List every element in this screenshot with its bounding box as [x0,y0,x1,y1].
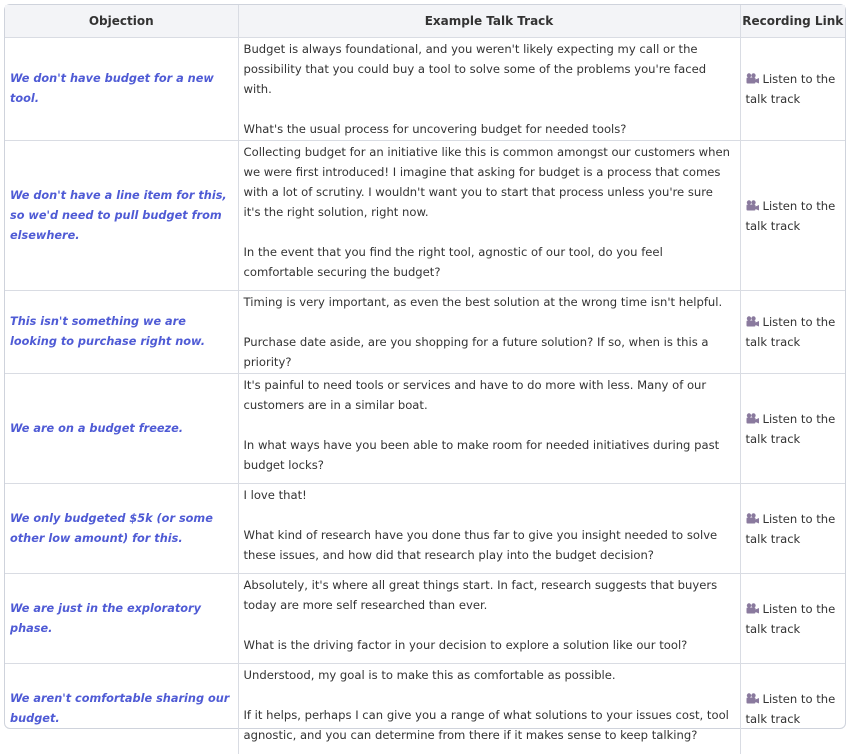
recording-link[interactable] [740,374,845,484]
table-row [5,38,845,141]
recording-link[interactable] [740,484,845,574]
talk-track-paragraph: What kind of research have you done thus far to give you insight needed to solve these issues, and how did that research play into the budget decision? [243,528,718,562]
talk-track-paragraph: Collecting budget for an initiative like this is common amongst our customers when we were first introduced! I imagine that asking for budget is a process that comes with a lot of scrutiny. I wouldn't want you to start that process unless you're sure it's the right solution, right now. [243,145,730,219]
video-camera-icon [746,413,759,424]
recording-link-label[interactable]: Listen to the talk track [745,72,836,106]
recording-link-label[interactable]: Listen to the talk track [745,411,836,446]
talk-track-cell [238,484,740,574]
talk-track-paragraph: In what ways have you been able to make room for needed initiatives during past budget locks? [243,438,720,472]
table-row [5,574,845,664]
recording-link-label[interactable]: Listen to the talk track [745,601,836,636]
objection-cell: We don't have budget for a new tool. [5,38,238,141]
objection-table [5,5,845,754]
objection-cell: We aren't comfortable sharing our budget. [5,664,238,754]
objection-cell: We are on a budget freeze. [5,374,238,484]
objection-cell: We don't have a line item for this, so we'd need to pull budget from elsewhere. [5,141,238,291]
recording-link[interactable] [740,574,845,664]
recording-link-label[interactable]: Listen to the talk track [745,198,836,233]
video-camera-icon [746,73,759,84]
talk-track-paragraph: What is the driving factor in your decision to explore a solution like our tool? [243,638,688,652]
talk-track-paragraph: If it helps, perhaps I can give you a range of what solutions to your issues cost, tool agnostic, and you can determine from there if it makes sense to keep talking? [243,708,729,742]
objection-cell: We only budgeted $5k (or some other low amount) for this. [5,484,238,574]
header-talk-track: Example Talk Track [238,5,740,38]
table-header-row [5,5,845,38]
table-row [5,141,845,291]
talk-track-cell [238,141,740,291]
recording-link[interactable] [740,141,845,291]
video-camera-icon [746,513,759,524]
objection-cell: This isn't something we are looking to purchase right now. [5,291,238,374]
table-row [5,374,845,484]
recording-link-label[interactable]: Listen to the talk track [745,315,836,349]
video-camera-icon [746,200,759,211]
recording-link[interactable] [740,664,845,754]
recording-link[interactable] [740,291,845,374]
talk-track-paragraph: Absolutely, it's where all great things start. In fact, research suggests that buyers today are more self researched than ever. [243,578,718,612]
talk-track-paragraph: What's the usual process for uncovering budget for needed tools? [243,122,627,136]
talk-track-paragraph: It's painful to need tools or services and have to do more with less. Many of our customers are in a similar boat. [243,378,707,412]
objection-cell: We are just in the exploratory phase. [5,574,238,664]
talk-track-cell [238,374,740,484]
talk-track-cell [238,574,740,664]
talk-track-cell [238,38,740,141]
talk-track-cell [238,664,740,754]
table-row [5,291,845,374]
table-row [5,664,845,754]
talk-track-paragraph: I love that! [243,488,307,502]
video-camera-icon [746,693,759,704]
talk-track-paragraph: In the event that you find the right tool, agnostic of our tool, do you feel comfortable securing the budget? [243,245,663,279]
header-objection: Objection [5,5,238,38]
talk-track-cell [238,291,740,374]
recording-link-label[interactable]: Listen to the talk track [745,511,836,546]
objection-table-container [4,4,846,742]
talk-track-paragraph: Budget is always foundational, and you weren't likely expecting my call or the possibility that you could buy a tool to solve some of the problems you're faced with. [243,42,707,96]
recording-link-label[interactable]: Listen to the talk track [745,691,836,726]
video-camera-icon [746,603,759,614]
table-row [5,484,845,574]
video-camera-icon [746,316,759,327]
talk-track-paragraph: Understood, my goal is to make this as comfortable as possible. [243,668,616,682]
header-recording-link: Recording Link [740,5,845,38]
talk-track-paragraph: Purchase date aside, are you shopping for a future solution? If so, when is this a priority? [243,335,709,369]
table-body [5,38,845,754]
recording-link[interactable] [740,38,845,141]
talk-track-paragraph: Timing is very important, as even the best solution at the wrong time isn't helpful. [243,295,723,309]
